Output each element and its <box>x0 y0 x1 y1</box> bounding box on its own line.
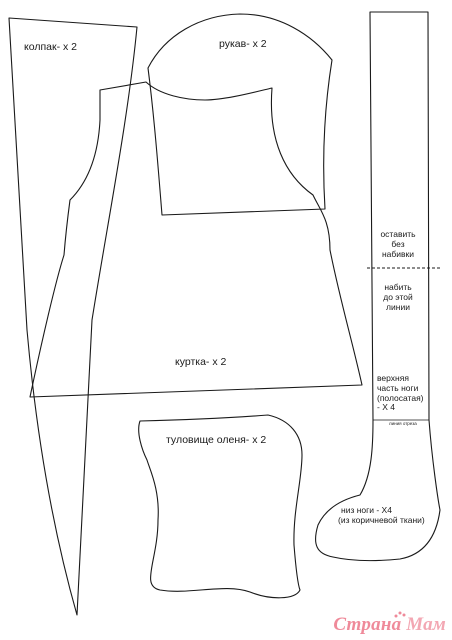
lower-leg-line-2: (из коричневой ткани) <box>338 514 425 525</box>
upper-leg-line-3: (полосатая) <box>377 392 424 403</box>
no-stuffing-label <box>372 230 424 259</box>
no-stuffing-line-1: оставить <box>380 229 416 239</box>
body-label: туловище оленя- х 2 <box>166 434 267 446</box>
cut-line-label: линия отреза <box>389 421 417 426</box>
jacket-piece <box>30 82 362 397</box>
stuffing-line-3: линии <box>386 301 410 312</box>
no-stuffing-line-2: без <box>391 238 405 249</box>
watermark-logo[interactable] <box>333 614 446 636</box>
upper-leg-label <box>377 374 424 413</box>
stuffing-line-2: до этой <box>383 291 413 302</box>
no-stuffing-line-3: набивки <box>381 248 415 259</box>
sleeve-label: рукав- х 2 <box>219 38 267 50</box>
upper-leg-line-4: - Х 4 <box>377 402 395 413</box>
upper-leg-line-1: верхняя <box>377 373 409 383</box>
hat-label: колпак- х 2 <box>24 41 77 53</box>
hat-piece <box>9 18 137 615</box>
lower-leg-label <box>338 506 425 526</box>
lower-leg-line-1: низ ноги - Х4 <box>341 505 392 515</box>
stuffing-line-1: набить <box>384 282 412 292</box>
upper-leg-line-2: часть ноги <box>377 382 419 393</box>
stuffing-label <box>372 283 424 312</box>
watermark-part-1: Страна <box>333 614 402 635</box>
jacket-label: куртка- х 2 <box>175 356 227 368</box>
watermark-part-2: Мам <box>406 614 446 635</box>
